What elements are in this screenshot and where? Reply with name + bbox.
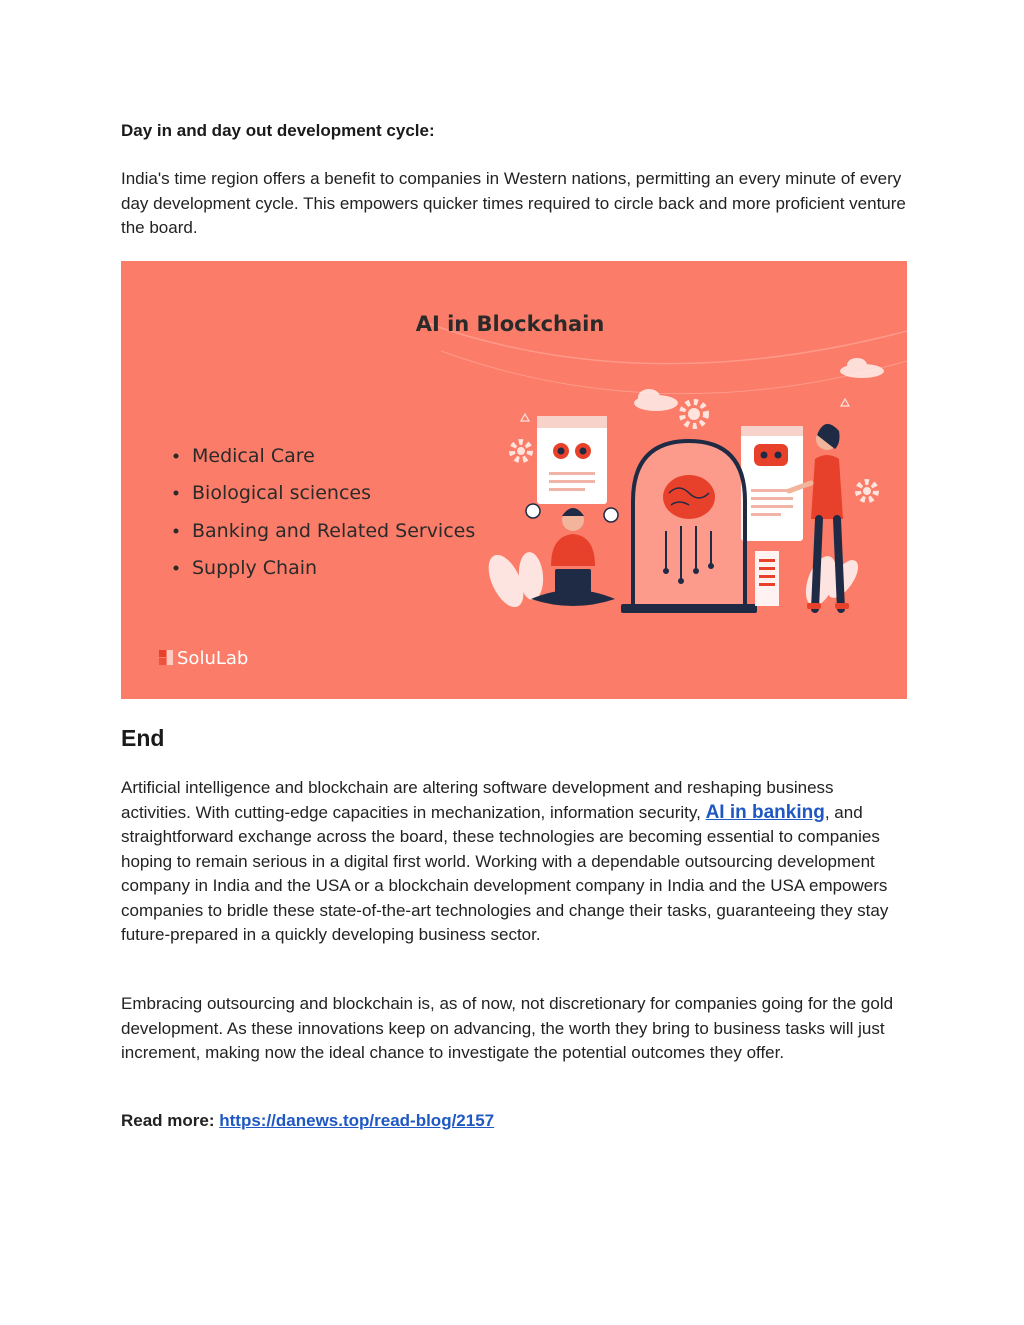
banner-title: AI in Blockchain (415, 312, 605, 336)
section-paragraph: India's time region offers a benefit to companies in Western nations, permitting an every minute of every day development cycle. This empowers quicker times required to circle back and more proficient venture the board. (121, 169, 906, 237)
end-paragraph-1-start: Artificial intelligence and blockchain are altering software development and reshaping business activities. With cutting-edge capacities in mechanization, information security, (121, 778, 834, 822)
ai-in-banking-link[interactable]: AI in banking (705, 801, 825, 823)
end-paragraph-1-rest: , and straightforward exchange across the board, these technologies are becoming essential to companies hoping to remain serious in a digital first world. Working with a dependable outsourcing development company in India and the USA or a blockchain development company in India and the USA empowers companies to bridle these state-of-the-art technologies and change their tasks, guaranteeing they stay future-prepared in a quickly developing business sector. (121, 802, 889, 944)
banner-bullet-2: Biological sciences (192, 482, 371, 504)
ai-in-blockchain-banner (121, 261, 907, 699)
end-heading: End (121, 725, 165, 751)
banner-bullet-3: Banking and Related Services (192, 520, 476, 542)
cloud-icon (634, 358, 884, 411)
end-paragraph-2: Embracing outsourcing and blockchain is, as of now, not discretionary for companies going for the gold development. As these innovations keep on advancing, the worth they bring to business tasks will just increment, making now the ideal chance to investigate the potential outcomes they offer. (121, 994, 894, 1062)
banner-bullet-4: Supply Chain (192, 557, 318, 579)
solulab-logo (159, 648, 248, 669)
read-more-link[interactable]: https://danews.top/read-blog/2157 (219, 1111, 495, 1130)
banner-bullet-list (174, 445, 476, 579)
banner-bullet-1: Medical Care (192, 445, 315, 467)
read-more-label: Read more: (121, 1111, 220, 1130)
robot-face-window (537, 416, 607, 504)
read-more-line (121, 1111, 494, 1131)
robot-head-window (741, 426, 803, 541)
solulab-logo-text: SoluLab (177, 648, 249, 669)
section-heading: Day in and day out development cycle: (121, 121, 435, 140)
banner-illustration (121, 261, 907, 699)
end-paragraph-1 (121, 776, 907, 948)
